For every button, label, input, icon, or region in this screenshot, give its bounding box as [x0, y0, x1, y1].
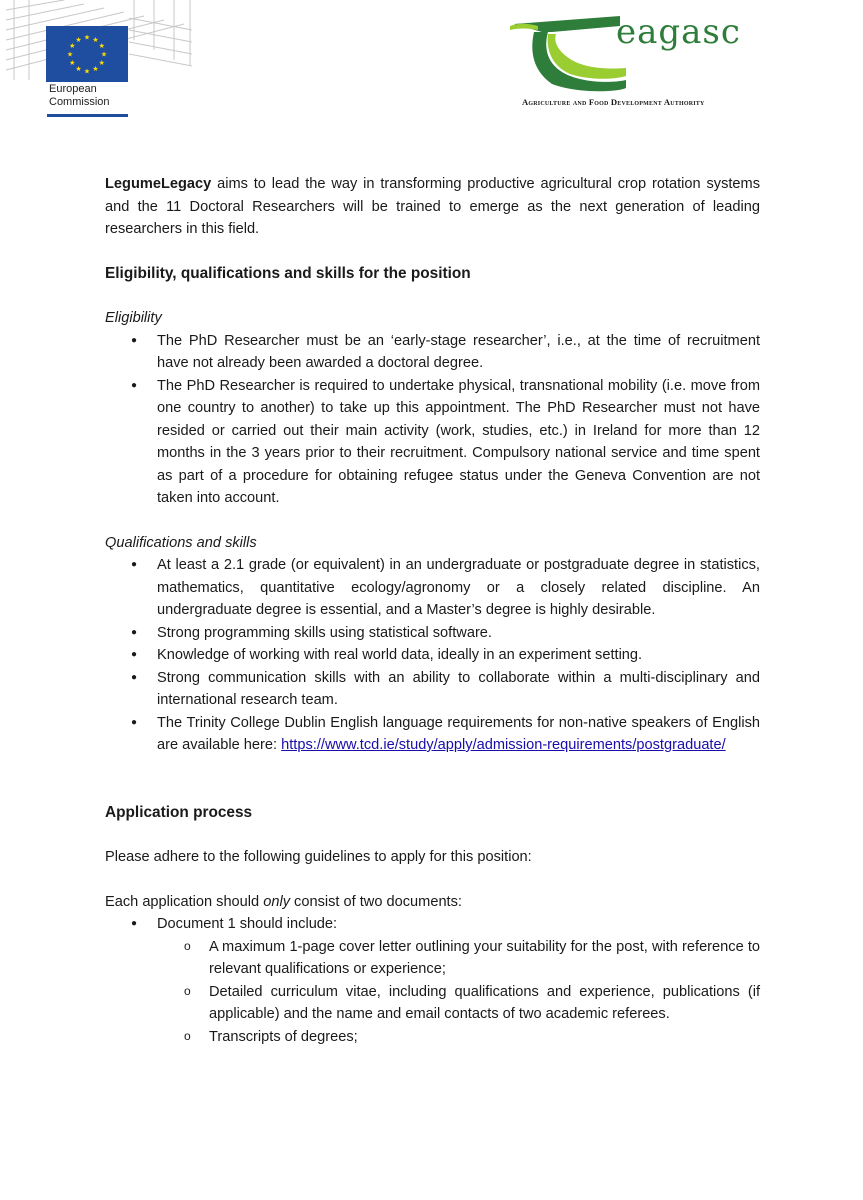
- ec-logo-line1: European: [49, 83, 97, 95]
- european-commission-logo: [4, 0, 194, 120]
- eu-star-icon: ★: [75, 66, 82, 74]
- eu-star-icon: ★: [69, 60, 76, 67]
- eligibility-item: ● The PhD Researcher must be an ‘early-stage researcher’, i.e., at the time of recruitment have not already been awarded a doctoral degree.: [105, 330, 760, 375]
- eu-star-icon: ★: [83, 34, 91, 42]
- docs-emphasis: only: [263, 893, 290, 910]
- eligibility-label: Eligibility: [105, 310, 162, 326]
- language-requirement-text: The Trinity College Dublin English language requirements for non-native speakers of English are available here:: [157, 714, 760, 753]
- eu-star-icon: ★: [66, 51, 74, 59]
- tcd-admission-requirements-link[interactable]: https://www.tcd.ie/study/apply/admission-requirements/postgraduate/: [281, 737, 726, 753]
- eu-star-icon: ★: [100, 51, 108, 59]
- docs-prefix: Each application should: [105, 893, 264, 910]
- language-requirement-item: [105, 712, 760, 757]
- document1-item: [105, 913, 760, 1048]
- teagasc-t-icon: [508, 10, 628, 96]
- document1-label: Document 1 should include:: [157, 916, 338, 932]
- document1-subitem: o Transcripts of degrees;: [105, 1026, 760, 1049]
- intro-paragraph: [105, 173, 760, 241]
- eu-star-icon: ★: [69, 43, 76, 50]
- document1-sublist: [157, 936, 760, 1049]
- application-process-heading: Application process: [105, 803, 253, 821]
- teagasc-logo: [508, 10, 770, 110]
- eu-star-icon: ★: [75, 36, 82, 44]
- ec-logo-underline: [47, 114, 128, 117]
- eu-star-icon: ★: [98, 43, 105, 50]
- ec-logo-text: [49, 83, 110, 109]
- eligibility-item: ● The PhD Researcher is required to undertake physical, transnational mobility (i.e. move from one country to another) to take up this appointment. The PhD Researcher must not have resided or carried out their main activity (work, studies, etc.) in Ireland for more than 12 months in the 3 years prior to their recruitment. Compulsory national service and time spent as part of a procedure for obtaining refugee status under the Geneva Convention are not taken into account.: [105, 375, 760, 510]
- qualification-item: ● Strong communication skills with an ability to collaborate within a multi-disciplinary and international research team.: [105, 667, 760, 712]
- qualification-item: ● Strong programming skills using statistical software.: [105, 622, 760, 645]
- ec-logo-line2: Commission: [49, 96, 110, 108]
- qualification-item: ● At least a 2.1 grade (or equivalent) in an undergraduate or postgraduate degree in statistics, mathematics, quantitative ecology/agronomy or a closely related discipline. An undergraduate degree is essential, and a Master’s degree is highly desirable.: [105, 554, 760, 622]
- eu-star-icon: ★: [92, 36, 99, 44]
- intro-text: aims to lead the way in transforming productive agricultural crop rotation systems and the 11 Doctoral Researchers will be trained to emerge as the next generation of leading researchers in this field.: [105, 176, 760, 237]
- document-body: [105, 173, 760, 1048]
- qualifications-label: Qualifications and skills: [105, 534, 257, 551]
- eu-star-icon: ★: [92, 66, 99, 74]
- eu-star-icon: ★: [83, 68, 91, 76]
- eu-flag-icon: [46, 26, 128, 82]
- qualification-item: ● Knowledge of working with real world data, ideally in an experiment setting.: [105, 644, 760, 667]
- eu-star-icon: ★: [98, 60, 105, 67]
- document1-subitem: o Detailed curriculum vitae, including qualifications and experience, publications (if applicable) and the name and email contacts of two academic referees.: [105, 981, 760, 1026]
- document1-subitem: o A maximum 1-page cover letter outlining your suitability for the post, with reference to relevant qualifications or experience;: [105, 936, 760, 981]
- teagasc-tagline: Agriculture and Food Development Authority: [522, 97, 705, 107]
- document-header: [0, 0, 863, 130]
- docs-suffix: consist of two documents:: [290, 893, 462, 910]
- qualifications-list: [105, 554, 760, 757]
- eligibility-list: [105, 330, 760, 510]
- teagasc-wordmark: eagasc: [616, 12, 741, 52]
- application-guidelines: Please adhere to the following guidelines to apply for this position:: [105, 849, 532, 865]
- project-name: LegumeLegacy: [105, 176, 212, 192]
- application-documents-intro: [105, 891, 760, 914]
- eligibility-heading: Eligibility, qualifications and skills for the position: [105, 264, 471, 282]
- documents-list: [105, 913, 760, 1048]
